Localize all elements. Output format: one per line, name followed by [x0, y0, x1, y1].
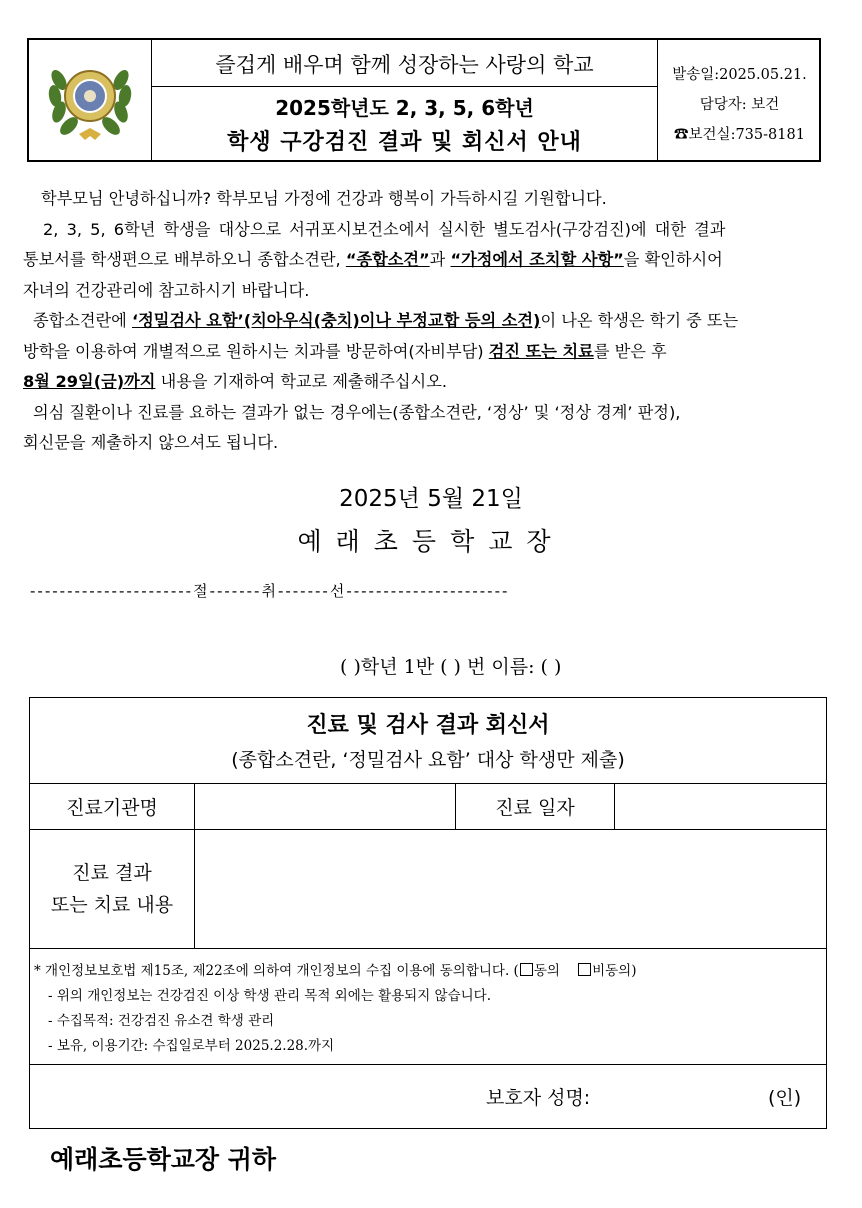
page-title: 학생 구강검진 결과 및 회신서 안내 — [227, 130, 582, 155]
clinic-field[interactable] — [195, 784, 456, 829]
student-info-line: ( )학년 1반 ( ) 번 이름: ( ) — [340, 656, 562, 678]
clinic-label: 진료기관명 — [30, 784, 195, 829]
consent-line: * 개인정보보호법 제15조, 제22조에 의하여 개인정보의 수집 이용에 동의합니다. ( 동의 비동의) — [34, 963, 637, 979]
agree-checkbox[interactable] — [520, 963, 533, 976]
letter-date: 2025년 5월 21일 — [339, 486, 523, 512]
result-field[interactable] — [195, 830, 826, 948]
paragraph-3b: 방학을 이용하여 개별적으로 원하시는 치과를 방문하여(자비부담) 검진 또는 치료를 받은 후 — [23, 341, 667, 361]
visit-date-field[interactable] — [615, 784, 826, 829]
letter-body — [23, 184, 829, 459]
paragraph-2b: 통보서를 학생편으로 배부하오니 종합소견란, “종합소견”과 “가정에서 조치할 사항”을 확인하시어 — [23, 250, 723, 269]
result-label: 진료 결과 또는 치료 내용 — [30, 830, 195, 948]
form-subtitle: (종합소견란, ‘정밀검사 요함’ 대상 학생만 제출) — [231, 749, 625, 771]
seal-mark: (인) — [768, 1087, 802, 1109]
school-emblem — [29, 40, 152, 160]
paragraph-3a: 종합소견란에 ‘정밀검사 요함’(치아우식(충치)이나 부정교합 등의 소견)이 나온 학생은 학기 중 또는 — [33, 311, 739, 330]
note-1: - 위의 개인정보는 건강검진 이상 학생 관리 목적 외에는 활용되지 않습니다. — [48, 988, 491, 1004]
reply-form — [29, 697, 827, 1129]
phone: ☎보건실:735-8181 — [674, 127, 805, 143]
form-title-row — [30, 698, 826, 784]
header-meta — [658, 40, 821, 160]
title-line1: 2025학년도 2, 3, 5, 6학년 — [275, 96, 534, 120]
visit-date-label: 진료 일자 — [456, 784, 615, 829]
school-slogan: 즐겁게 배우며 함께 성장하는 사랑의 학교 — [152, 40, 657, 87]
paragraph-2c: 자녀의 건강관리에 참고하시기 바랍니다. — [23, 280, 310, 300]
paragraph-2a: 2, 3, 5, 6학년 학생을 대상으로 서귀포시보건소에서 실시한 별도검사(구강검진)에 대한 결과 — [43, 219, 726, 239]
guardian-name-field[interactable] — [615, 1079, 765, 1109]
guardian-label: 보호자 성명: — [486, 1087, 591, 1109]
cut-line: ----------------------절-------취-------선---------------------- — [30, 582, 510, 600]
signature-row — [30, 1065, 826, 1128]
disagree-checkbox[interactable] — [578, 963, 591, 976]
privacy-consent — [30, 949, 826, 1065]
paragraph-4b: 회신문을 제출하지 않으셔도 됩니다. — [23, 433, 279, 452]
paragraph-3c: 8월 29일(금)까지 내용을 기재하여 학교로 제출해주십시오. — [23, 372, 447, 391]
manager: 담당자: 보건 — [699, 97, 780, 113]
header-box — [27, 38, 821, 162]
result-row — [30, 830, 826, 949]
note-3: - 보유, 이용기간: 수집일로부터 2025.2.28.까지 — [48, 1038, 335, 1054]
note-2: - 수집목적: 건강검진 유소견 학생 관리 — [48, 1013, 275, 1029]
principal-name: 예래초등학교장 — [297, 527, 565, 556]
form-title: 진료 및 검사 결과 회신서 — [306, 713, 550, 738]
addressee: 예래초등학교장 귀하 — [50, 1145, 277, 1174]
header-title-area — [152, 40, 658, 160]
paragraph-4a: 의심 질환이나 진료를 요하는 결과가 없는 경우에는(종합소견란, ‘정상’ 및 ‘정상 경계’ 판정), — [33, 402, 681, 422]
greeting: 학부모님 안녕하십니까? 학부모님 가정에 건강과 행복이 가득하시길 기원합니다. — [41, 189, 607, 208]
issue-date: 발송일:2025.05.21. — [672, 67, 807, 83]
school-emblem-icon — [29, 40, 151, 160]
clinic-row — [30, 784, 826, 830]
